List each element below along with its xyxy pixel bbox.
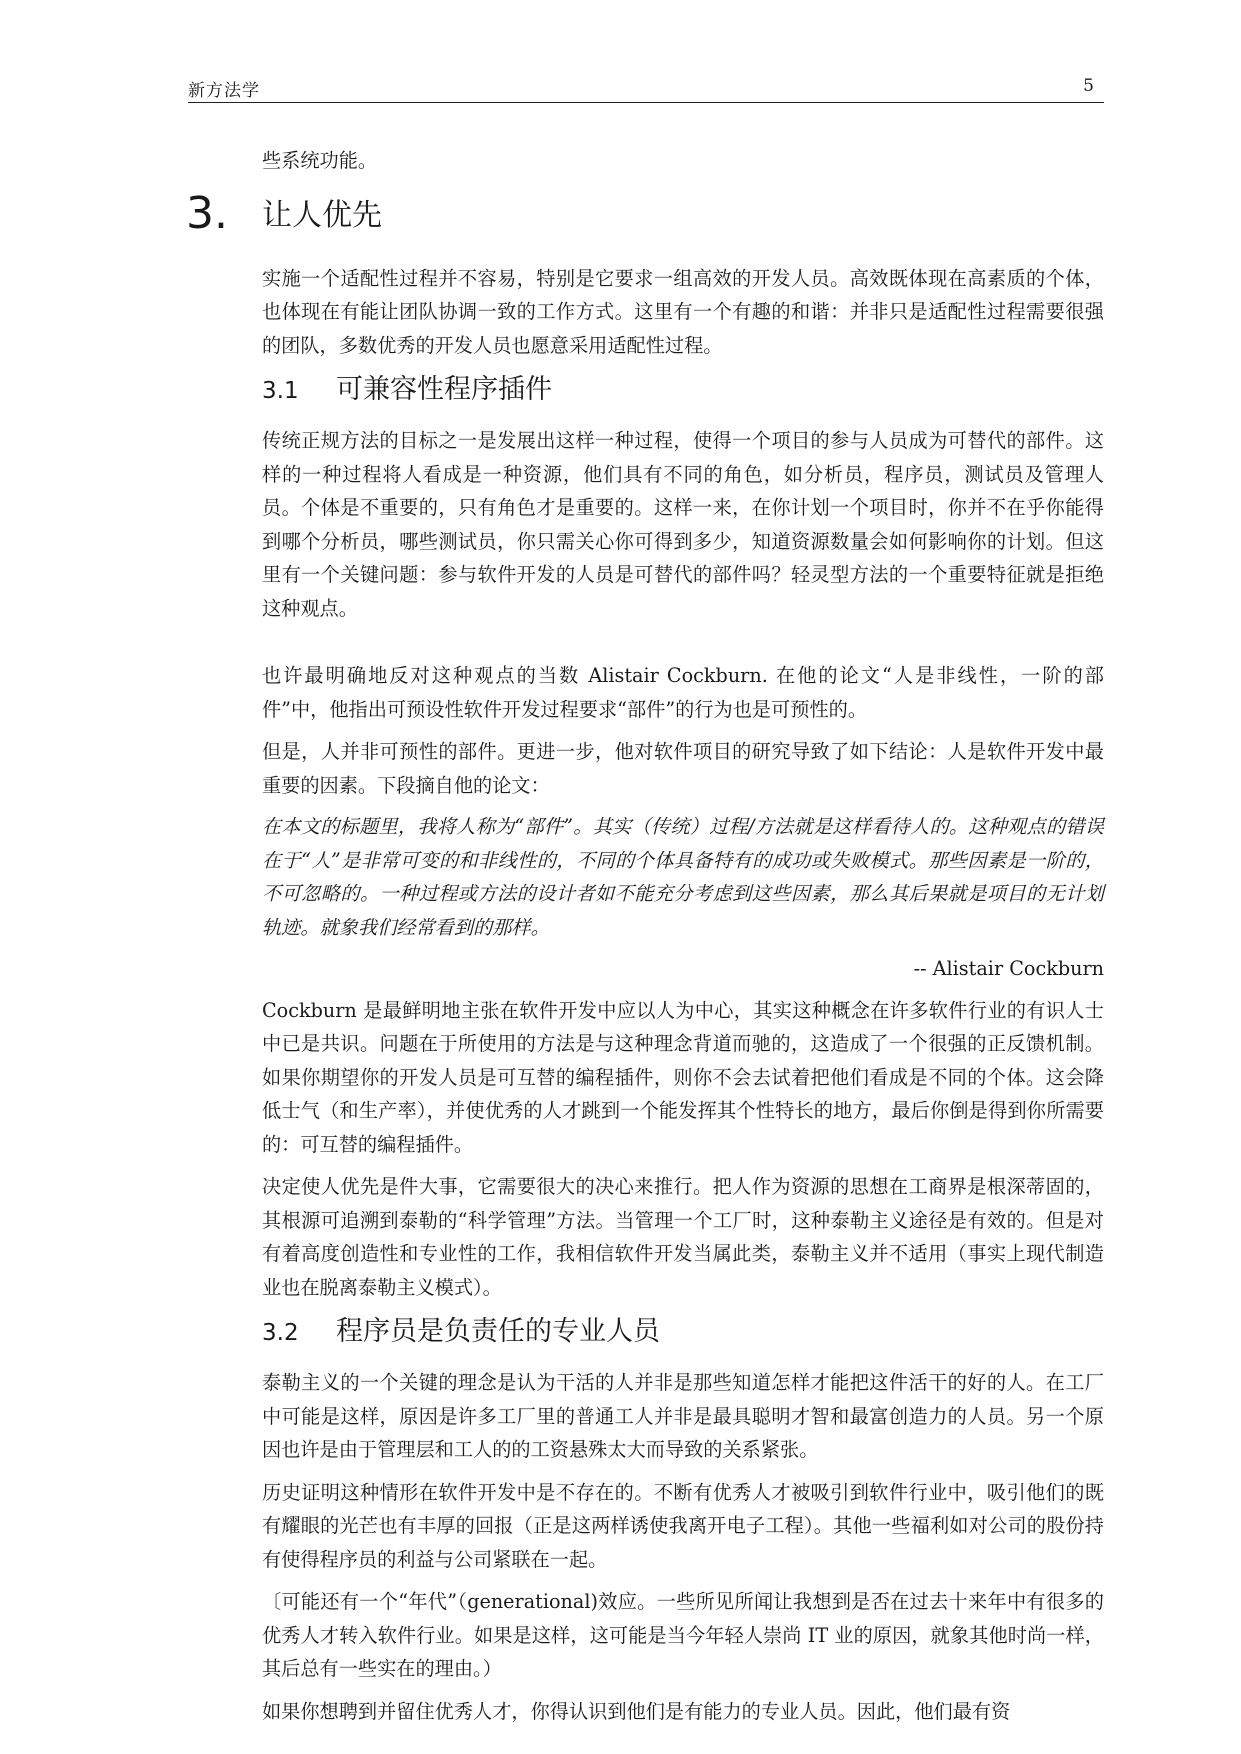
- section-3-1-paragraph-2: 也许最明确地反对这种观点的当数 Alistair Cockburn. 在他的论文“人是非线性，一阶的部件”中，他指出可预设性软件开发过程要求“部件”的行为也是可预性的。: [262, 664, 1104, 721]
- cockburn-quote: 在本文的标题里，我将人称为“部件”。其实（传统）过程/方法就是这样看待人的。这种观点的错误在于“人”是非常可变的和非线性的，不同的个体具备特有的成功或失败模式。那些因素是一阶的，不可忽略的。一种过程或方法的设计者如不能充分考虑到这些因素，那么其后果就是项目的无计划轨迹。就象我们经常看到的那样。: [262, 815, 1104, 939]
- section-3-1-heading: [262, 362, 1104, 418]
- quote-attribution: -- Alistair Cockburn: [913, 957, 1104, 980]
- page-header: [188, 74, 1104, 103]
- section-3-2-paragraph-4: 如果你想聘到并留住优秀人才，你得认识到他们是有能力的专业人员。因此，他们最有资: [262, 1699, 1011, 1723]
- section-3-1-paragraph-3: 但是，人并非可预性的部件。更进一步，他对软件项目的研究导致了如下结论：人是软件开发中最重要的因素。下段摘自他的论文：: [262, 740, 1104, 797]
- section-3-heading: [186, 178, 1104, 262]
- section-3-2-number: 3.2: [262, 1320, 299, 1346]
- section-3-paragraph-1: 实施一个适配性过程并不容易，特别是它要求一组高效的开发人员。高效既体现在高素质的个体，也体现在有能让团队协调一致的工作方式。这里有一个有趣的和谐：并非只是适配性过程需要很强的团队，多数优秀的开发人员也愿意采用适配性过程。: [262, 266, 1104, 357]
- section-3-1-number: 3.1: [262, 378, 299, 404]
- running-title: 新方法学: [188, 81, 260, 101]
- section-3-2-paragraph-1: 泰勒主义的一个关键的理念是认为干活的人并非是那些知道怎样才能把这件活干的好的人。在工厂中可能是这样，原因是许多工厂里的普通工人并非是最具聪明才智和最富创造力的人员。另一个原因也许是由于管理层和工人的的工资悬殊太大而导致的关系紧张。: [262, 1371, 1104, 1461]
- page-number: 5: [1083, 76, 1094, 96]
- section-3-2-heading: [262, 1304, 1104, 1360]
- section-3-number: 3.: [186, 187, 228, 239]
- section-3-1-title: 可兼容性程序插件: [336, 374, 552, 405]
- section-3-title: 让人优先: [262, 197, 382, 233]
- section-3-1-paragraph-5: 决定使人优先是件大事，它需要很大的决心来推行。把人作为资源的思想在工商界是根深蒂固的，其根源可追溯到泰勒的“科学管理”方法。当管理一个工厂时，这种泰勒主义途径是有效的。但是对有着高度创造性和专业性的工作，我相信软件开发当属此类，泰勒主义并不适用（事实上现代制造业也在脱离泰勒主义模式）。: [262, 1175, 1104, 1299]
- section-3-2-paragraph-3: 〔可能还有一个“年代”（generational)效应。一些所见所闻让我想到是否在过去十来年中有很多的优秀人才转入软件行业。如果是这样，这可能是当今年轻人崇尚 IT 业的原因，就象其他时尚一样，其后总有一些实在的理由。）: [262, 1590, 1104, 1680]
- page-body: [186, 144, 1104, 1728]
- section-3-1-paragraph-1: 传统正规方法的目标之一是发展出这样一种过程，使得一个项目的参与人员成为可替代的部件。这样的一种过程将人看成是一种资源，他们具有不同的角色，如分析员，程序员，测试员及管理人员。个体是不重要的，只有角色才是重要的。这样一来，在你计划一个项目时，你并不在乎你能得到哪个分析员，哪些测试员，你只需关心你可得到多少，知道资源数量会如何影响你的计划。但这里有一个关键问题：参与软件开发的人员是可替代的部件吗？轻灵型方法的一个重要特征就是拒绝这种观点。: [262, 429, 1104, 620]
- section-3-2-paragraph-2: 历史证明这种情形在软件开发中是不存在的。不断有优秀人才被吸引到软件行业中，吸引他们的既有耀眼的光芒也有丰厚的回报（正是这两样诱使我离开电子工程）。其他一些福利如对公司的股份持有使得程序员的利益与公司紧联在一起。: [262, 1480, 1104, 1571]
- section-3-2-title: 程序员是负责任的专业人员: [336, 1316, 660, 1347]
- section-3-1-paragraph-4: Cockburn 是最鲜明地主张在软件开发中应以人为中心，其实这种概念在许多软件行业的有识人士中已是共识。问题在于所使用的方法是与这种理念背道而驰的，这造成了一个很强的正反馈机制。如果你期望你的开发人员是可互替的编程插件，则你不会去试着把他们看成是不同的个体。这会降低士气（和生产率），并使优秀的人才跳到一个能发挥其个性特长的地方，最后你倒是得到你所需要的：可互替的编程插件。: [262, 998, 1104, 1156]
- intro-paragraph: 些系统功能。: [262, 149, 378, 172]
